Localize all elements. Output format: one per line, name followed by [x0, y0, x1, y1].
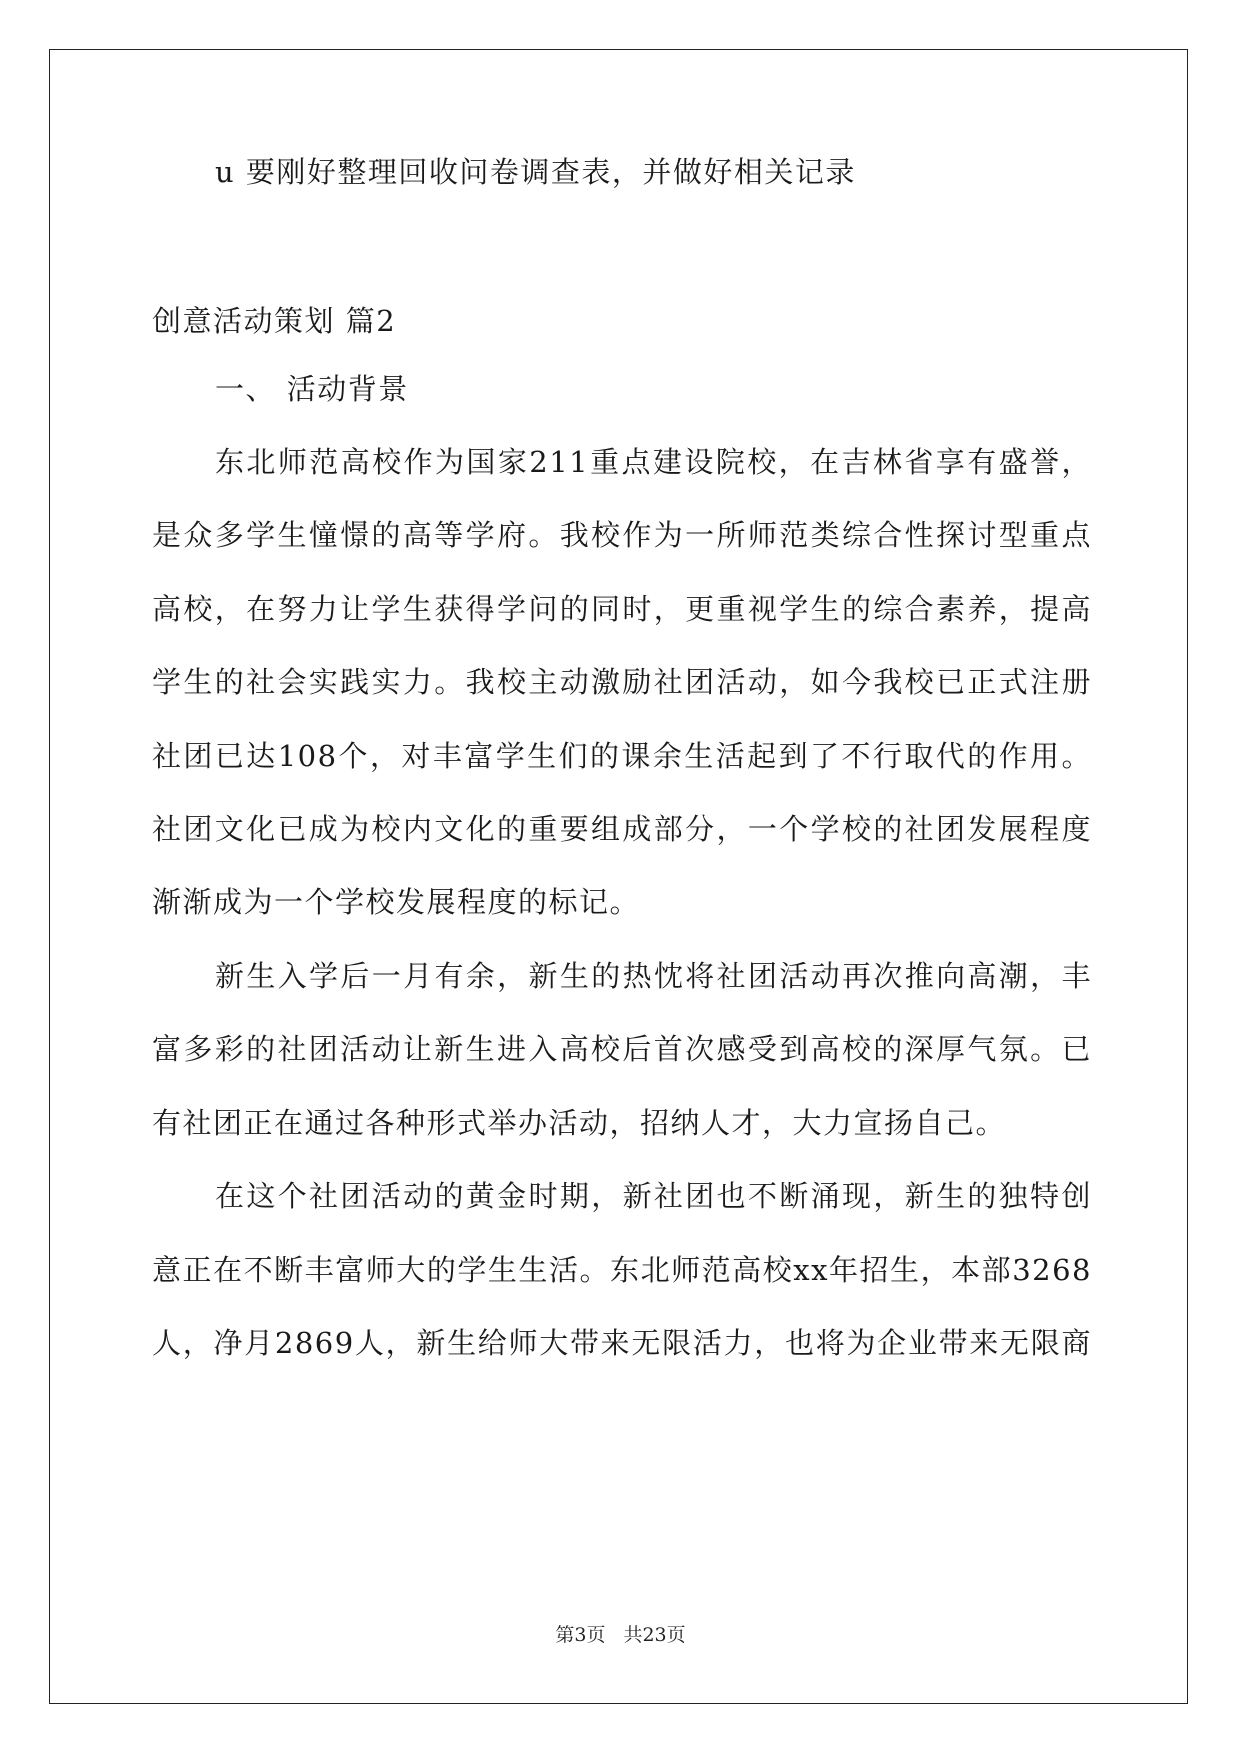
body-line: 是众多学生憧憬的高等学府。我校作为一所师范类综合性探讨型重点 [152, 518, 1092, 552]
body-line: u 要刚好整理回收问卷调查表，并做好相关记录 [215, 155, 856, 189]
body-line: 社团已达108个，对丰富学生们的课余生活起到了不行取代的作用。 [152, 739, 1092, 773]
body-line: 意正在不断丰富师大的学生生活。东北师范高校xx年招生，本部3268 [152, 1253, 1092, 1287]
body-line: 东北师范高校作为国家211重点建设院校，在吉林省享有盛誉， [215, 445, 1092, 479]
body-line: 富多彩的社团活动让新生进入高校后首次感受到高校的深厚气氛。已 [152, 1032, 1092, 1066]
page-total: 共23页 [623, 1624, 686, 1646]
body-line: 新生入学后一月有余，新生的热忱将社团活动再次推向高潮，丰 [215, 959, 1092, 993]
body-line: 学生的社会实践实力。我校主动激励社团活动，如今我校已正式注册 [152, 665, 1092, 699]
body-line: 人，净月2869人，新生给师大带来无限活力，也将为企业带来无限商 [152, 1326, 1092, 1360]
page-number: 第3页 [555, 1624, 606, 1646]
body-line: 在这个社团活动的黄金时期，新社团也不断涌现，新生的独特创 [215, 1179, 1092, 1213]
body-line: 有社团正在通过各种形式举办活动，招纳人才，大力宣扬自己。 [152, 1106, 1007, 1140]
body-line: 高校，在努力让学生获得学问的同时，更重视学生的综合素养，提高 [152, 592, 1092, 626]
subsection-heading: 一、 活动背景 [215, 372, 409, 406]
section-title: 创意活动策划 篇2 [152, 304, 397, 338]
body-line: 社团文化已成为校内文化的重要组成部分，一个学校的社团发展程度 [152, 812, 1092, 846]
body-line: 渐渐成为一个学校发展程度的标记。 [152, 885, 641, 919]
page-border [49, 49, 1188, 1704]
page-footer [0, 1623, 1241, 1647]
